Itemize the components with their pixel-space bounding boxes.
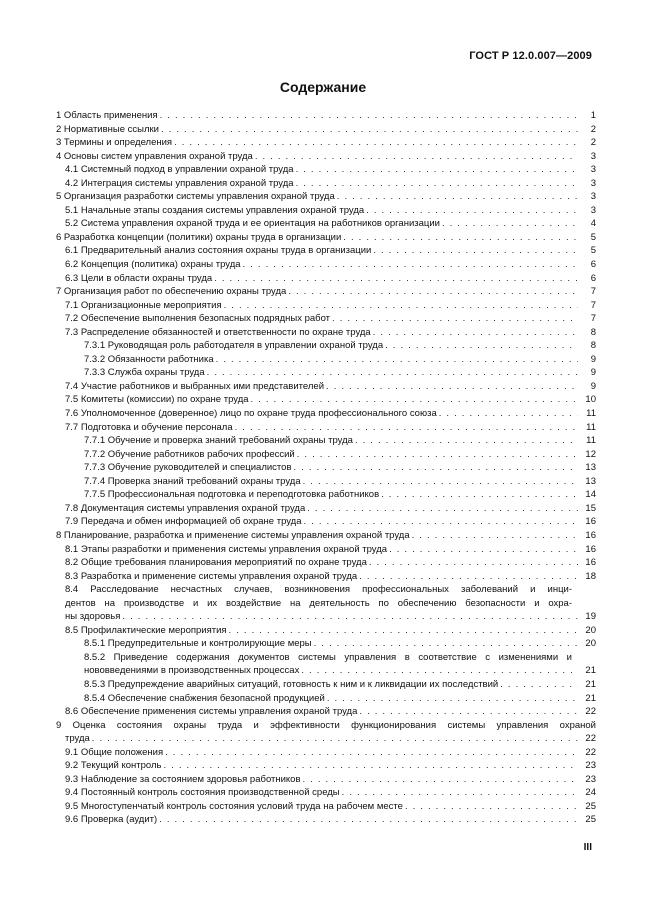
dot-leader [163, 759, 578, 773]
toc-entry-text: 9.2 Текущий контроль [65, 760, 162, 772]
toc-entry-text: 8.5.3 Предупреждение аварийных ситуаций, готовность к ним и к ликвидации их последствий [84, 678, 499, 690]
toc-page-number: 6 [590, 259, 596, 271]
toc-entry-text: 7.7.3 Обучение руководителей и специалистов [84, 462, 292, 474]
toc-entry-text: 9.6 Проверка (аудит) [65, 814, 158, 826]
toc-page-number: 5 [590, 245, 596, 257]
toc-page-number: 9 [590, 367, 596, 379]
dot-leader [174, 136, 578, 150]
toc-entry-text: 3 Термины и определения [56, 137, 173, 149]
toc-entry-text: нововведениями в производственных процессах [84, 665, 300, 677]
toc-entry[interactable] [56, 217, 596, 231]
toc-entry[interactable] [56, 258, 596, 272]
toc-entry-text: 7 Организация работ по обеспечению охраны труда [56, 286, 287, 298]
dot-leader [373, 244, 578, 258]
toc-entry[interactable] [56, 786, 596, 800]
dot-leader [160, 109, 578, 123]
toc-page-number: 11 [586, 408, 596, 420]
toc-entry[interactable] [56, 150, 596, 164]
toc-entry[interactable] [56, 664, 596, 678]
toc-entry[interactable] [56, 556, 596, 570]
toc-entry-text: 7.5 Комитеты (комиссии) по охране труда [65, 394, 249, 406]
toc-entry[interactable] [56, 746, 596, 760]
toc-entry-text: 7.2 Обеспечение выполнения безопасных подрядных работ [65, 313, 331, 325]
dot-leader [92, 732, 578, 746]
toc-page-number: 22 [585, 746, 596, 758]
dot-leader [359, 705, 578, 719]
toc-entry-text: ны здоровья [65, 611, 121, 623]
toc-page-number: 2 [590, 123, 596, 135]
toc-page-number: 3 [590, 150, 596, 162]
toc-entry-text: 8.5.2 Приведение содержания документов системы управления в соответствие с изменениями и [84, 651, 572, 663]
toc-entry-text: 4 Основы систем управления охраной труда [56, 150, 253, 162]
toc-page-number: 19 [585, 611, 596, 623]
dot-leader [500, 678, 578, 692]
toc-page-number: 6 [590, 272, 596, 284]
toc-entry-text: 4.1 Системный подход в управлении охраной труда [65, 164, 294, 176]
toc-page-number: 7 [590, 286, 596, 298]
toc-entry-text: 8.2 Общие требования планирования мероприятий по охране труда [65, 557, 367, 569]
dot-leader [369, 556, 578, 570]
toc-entry[interactable] [56, 692, 596, 706]
toc-entry[interactable] [56, 461, 596, 475]
toc-page-number: 16 [585, 529, 596, 541]
toc-entry-text: 1 Область применения [56, 110, 158, 121]
dot-leader [314, 637, 578, 651]
page-number: III [583, 842, 592, 853]
document-code: ГОСТ Р 12.0.007—2009 [469, 50, 592, 62]
toc-entry-text: 7.1 Организационные мероприятия [65, 299, 222, 311]
toc-entry[interactable] [56, 800, 596, 814]
toc-entry[interactable] [56, 353, 596, 367]
toc-entry-text: 8.3 Разработка и применение системы управления охраной труда [65, 570, 358, 582]
dot-leader [296, 163, 578, 177]
toc-entry-text: 9.3 Наблюдение за состоянием здоровья работников [65, 773, 301, 785]
dot-leader [161, 123, 578, 137]
toc-entry-text: 7.6 Уполномоченное (доверенное) лицо по охране труда профессионального союза [65, 408, 437, 420]
toc-entry-text: 7.3.3 Служба охраны труда [84, 367, 205, 379]
toc-page-number: 3 [590, 177, 596, 189]
toc-entry[interactable] [56, 570, 596, 584]
toc-entry-text: труда [65, 733, 90, 745]
toc-entry[interactable] [56, 285, 596, 299]
toc-entry[interactable] [56, 759, 596, 773]
dot-leader [296, 177, 578, 191]
toc-entry[interactable] [56, 109, 596, 123]
toc-page-number: 2 [590, 137, 596, 149]
dot-leader [385, 339, 578, 353]
toc-entry[interactable] [56, 312, 596, 326]
toc-entry[interactable] [56, 434, 596, 448]
toc-entry-text: 7.7.4 Проверка знаний требований охраны труда [84, 475, 301, 487]
toc-entry-text: 8 Планирование, разработка и применение системы управления охраной труда [56, 529, 410, 541]
toc-entry-text: 7.3 Распределение обязанностей и ответственности по охране труда [65, 326, 371, 338]
dot-leader [412, 529, 578, 543]
toc-page-number: 24 [585, 787, 596, 799]
toc-page-number: 11 [586, 435, 596, 447]
toc-page-number: 9 [590, 380, 596, 392]
dot-leader [326, 380, 578, 394]
toc-entry[interactable] [56, 502, 596, 516]
dot-leader [255, 150, 578, 164]
toc-page-number: 8 [590, 326, 596, 338]
toc-entry[interactable] [56, 190, 596, 204]
dot-leader [159, 813, 578, 827]
toc-page-number: 7 [590, 299, 596, 311]
toc-page-number: 13 [585, 475, 596, 487]
toc-entry[interactable] [56, 610, 596, 624]
dot-leader [442, 217, 578, 231]
toc-page-number: 1 [590, 110, 596, 121]
toc-entry[interactable] [56, 813, 596, 827]
dot-leader [165, 746, 578, 760]
toc-entry-text: 6.1 Предварительный анализ состояния охраны труда в организации [65, 245, 372, 257]
toc-entry-text: 5.1 Начальные этапы создания системы управления охраной труда [65, 204, 365, 216]
toc-page-number: 14 [585, 489, 596, 501]
dot-leader [327, 692, 578, 706]
toc-entry[interactable] [56, 637, 596, 651]
toc-entry[interactable] [56, 705, 596, 719]
toc-entry[interactable] [56, 515, 596, 529]
toc-entry[interactable] [56, 163, 596, 177]
toc-entry-text: 7.9 Передача и обмен информацией об охране труда [65, 516, 302, 528]
toc-entry[interactable] [56, 393, 596, 407]
toc-entry[interactable] [56, 407, 596, 421]
toc-page-number: 13 [585, 462, 596, 474]
toc-entry[interactable] [56, 678, 596, 692]
toc-entry-text: 9.1 Общие положения [65, 746, 164, 758]
toc-entry-text: 5.2 Система управления охраной труда и ее ориентация на работников организации [65, 218, 440, 230]
toc-entry-text: 9.4 Постоянный контроль состояния производственной среды [65, 787, 340, 799]
dot-leader [243, 258, 578, 272]
toc-page-number: 11 [586, 421, 596, 433]
toc-entry[interactable] [56, 272, 596, 286]
toc-entry-text: 8.6 Обеспечение применения системы управления охраной труда [65, 706, 358, 718]
toc-page-number: 20 [585, 624, 596, 636]
toc-page-number: 3 [590, 204, 596, 216]
toc-entry[interactable] [56, 488, 596, 502]
toc-page-number: 8 [590, 340, 596, 352]
toc-entry-text: 7.3.1 Руководящая роль работодателя в управлении охраной труда [84, 340, 384, 352]
dot-leader [122, 610, 578, 624]
toc-entry-text: 9.5 Многоступенчатый контроль состояния условий труда на рабочем месте [65, 800, 403, 812]
dot-leader [343, 231, 578, 245]
table-of-contents [56, 109, 596, 827]
toc-entry[interactable] [56, 448, 596, 462]
dot-leader [366, 204, 578, 218]
dot-leader [359, 570, 578, 584]
toc-entry-text: 6 Разработка концепции (политики) охраны труда в организации [56, 231, 342, 243]
toc-page-number: 3 [590, 164, 596, 176]
dot-leader [303, 475, 578, 489]
dot-leader [337, 190, 578, 204]
toc-entry-text: 8.1 Этапы разработки и применения системы управления охраной труда [65, 543, 388, 555]
toc-entry-text: 7.7.1 Обучение и проверка знаний требований охраны труда [84, 435, 353, 447]
toc-entry[interactable] [56, 123, 596, 137]
toc-entry[interactable] [56, 136, 596, 150]
toc-page-number: 7 [590, 313, 596, 325]
dot-leader [214, 272, 578, 286]
toc-entry[interactable] [56, 231, 596, 245]
toc-entry[interactable] [56, 326, 596, 340]
toc-entry[interactable] [56, 421, 596, 435]
toc-page-number: 20 [585, 638, 596, 650]
toc-page-number: 23 [585, 760, 596, 772]
toc-page-number: 25 [585, 814, 596, 826]
dot-leader [294, 461, 578, 475]
toc-entry-text: 6.2 Концепция (политика) охраны труда [65, 259, 241, 271]
toc-page-number: 21 [585, 665, 596, 677]
toc-page-number: 21 [585, 678, 596, 690]
dot-leader [381, 488, 578, 502]
toc-page-number: 16 [585, 516, 596, 528]
toc-entry-text: 7.3.2 Обязанности работника [84, 353, 214, 365]
toc-entry-text: 8.5.4 Обеспечение снабжения безопасной продукцией [84, 692, 325, 704]
toc-entry[interactable] [56, 244, 596, 258]
dot-leader [342, 786, 578, 800]
toc-page-number: 16 [585, 557, 596, 569]
toc-entry[interactable] [56, 299, 596, 313]
toc-page-number: 16 [585, 543, 596, 555]
toc-entry[interactable] [56, 624, 596, 638]
toc-page-number: 12 [585, 448, 596, 460]
toc-entry-text: 8.4 Расследование несчастных случаев, возникновения профессиональных заболеваний и инци- [65, 584, 572, 596]
toc-page-number: 15 [585, 502, 596, 514]
dot-leader [297, 448, 578, 462]
toc-entry-text: 4.2 Интеграция системы управления охраной труда [65, 177, 294, 189]
toc-entry-text: 7.7 Подготовка и обучение персонала [65, 421, 233, 433]
toc-entry[interactable] [56, 339, 596, 353]
toc-entry-text: 8.5.1 Предупредительные и контролирующие меры [84, 638, 312, 650]
dot-leader [235, 421, 578, 435]
toc-entry-text: 9 Оценка состояния охраны труда и эффективности функционирования системы управления охраной [56, 719, 596, 731]
dot-leader [307, 502, 578, 516]
toc-entry-text: 7.8 Документация системы управления охраной труда [65, 502, 306, 514]
toc-page-number: 22 [585, 733, 596, 745]
toc-page-number: 10 [585, 394, 596, 406]
dot-leader [389, 543, 578, 557]
toc-entry[interactable] [56, 529, 596, 543]
dot-leader [288, 285, 578, 299]
toc-entry-text: 7.7.5 Профессиональная подготовка и переподготовка работников [84, 489, 380, 501]
toc-entry-text: дентов на производстве и их воздействие на деятельность по обеспечению безопасности и охра- [65, 597, 572, 609]
dot-leader [301, 664, 578, 678]
toc-page-number: 25 [585, 800, 596, 812]
dot-leader [216, 353, 578, 367]
toc-entry[interactable] [56, 204, 596, 218]
toc-entry-text: 7.4 Участие работников и выбранных ими представителей [65, 380, 325, 392]
toc-page-number: 22 [585, 706, 596, 718]
dot-leader [304, 515, 578, 529]
dot-leader [303, 773, 578, 787]
toc-entry[interactable] [56, 732, 596, 746]
page-title: Содержание [279, 79, 367, 95]
toc-entry-text: 6.3 Цели в области охраны труда [65, 272, 213, 284]
toc-entry-text: 7.7.2 Обучение работников рабочих профессий [84, 448, 295, 460]
toc-page-number: 3 [590, 191, 596, 203]
toc-page-number: 23 [585, 773, 596, 785]
toc-entry[interactable] [56, 773, 596, 787]
toc-page-number: 4 [590, 218, 596, 230]
toc-entry-text: 5 Организация разработки системы управления охраной труда [56, 191, 335, 203]
dot-leader [355, 434, 578, 448]
toc-page-number: 18 [585, 570, 596, 582]
toc-entry[interactable] [56, 380, 596, 394]
toc-entry-text: 2 Нормативные ссылки [56, 123, 159, 135]
toc-page-number: 5 [590, 231, 596, 243]
dot-leader [439, 407, 578, 421]
dot-leader [251, 393, 578, 407]
dot-leader [207, 366, 578, 380]
toc-entry-text: 8.5 Профилактические мероприятия [65, 624, 227, 636]
toc-entry[interactable] [56, 177, 596, 191]
toc-page-number: 21 [585, 692, 596, 704]
dot-leader [405, 800, 578, 814]
toc-entry[interactable] [56, 366, 596, 380]
dot-leader [229, 624, 578, 638]
dot-leader [373, 326, 578, 340]
dot-leader [332, 312, 578, 326]
toc-entry[interactable] [56, 543, 596, 557]
dot-leader [224, 299, 578, 313]
toc-entry[interactable] [56, 475, 596, 489]
toc-page-number: 9 [590, 353, 596, 365]
